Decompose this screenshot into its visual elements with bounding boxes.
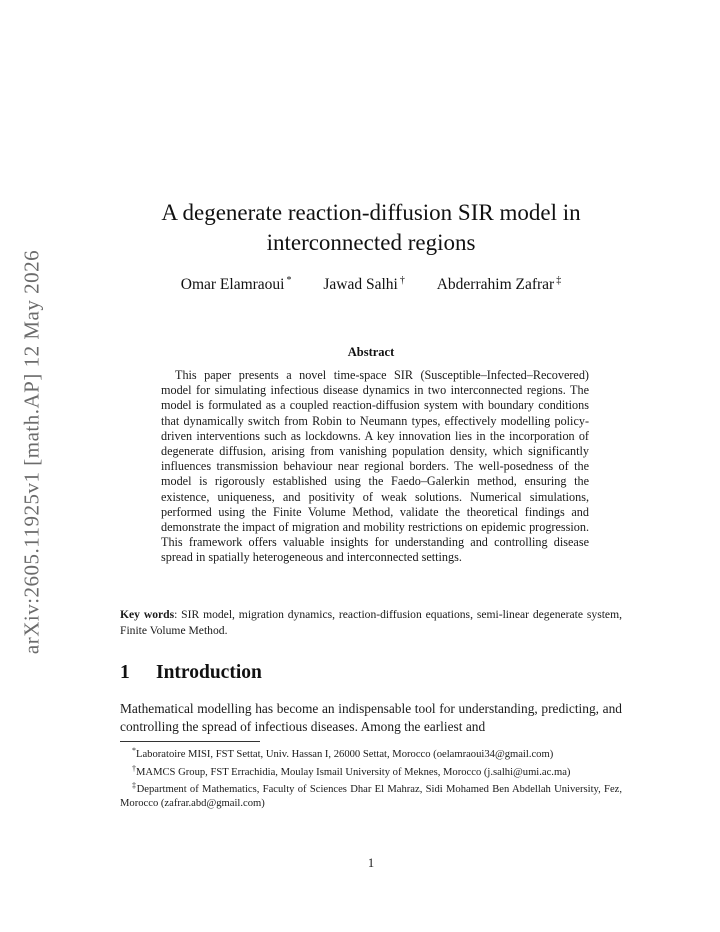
author-name: Omar Elamraoui — [180, 276, 285, 293]
keywords-text: : SIR model, migration dynamics, reaction-diffusion equations, semi-linear degenerate system, Finite Volume Method. — [120, 608, 622, 637]
section-heading — [120, 662, 262, 684]
author-mark: † — [399, 275, 405, 286]
footnote-rule — [120, 741, 260, 742]
footnote-text: MAMCS Group, FST Errachidia, Moulay Ismail University of Meknes, Morocco (j.salhi@umi.ac.ma) — [136, 766, 571, 778]
footnote-text: Laboratoire MISI, FST Settat, Univ. Hassan I, 26000 Settat, Morocco (oelamraoui34@gmail.com) — [136, 749, 554, 760]
paper-title — [120, 198, 622, 258]
footnotes — [120, 744, 622, 810]
author-list — [120, 275, 622, 294]
keywords — [120, 607, 622, 639]
arxiv-sidebar — [12, 0, 52, 932]
author-mark: ‡ — [556, 275, 562, 286]
footnote-2 — [120, 762, 622, 780]
abstract-heading: Abstract — [347, 345, 395, 359]
abstract-text: This paper presents a novel time-space SIR (Susceptible–Infected–Recovered) model for simulating infectious disease dynamics in two interconnected regions. The model is formulated as a coupled reaction-diffusion system with boundary conditions that dynamically switch from Robin to Neumann types, effectively modelling policy-driven interventions such as lockdowns. A key innovation lies in the incorporation of degenerate diffusion, arising from vanishing population density, which significantly influences transmission behaviour near regional borders. The well-posedness of the model is rigorously established using the Faedo–Galerkin method, ensuring the existence, uniqueness, and positivity of weak solutions. Numerical simulations, performed using the Finite Volume Method, validate the theoretical findings and demonstrate the impact of migration and mobility restrictions on epidemic progression. This framework offers valuable insights for understanding and controlling disease spread in spatially heterogeneous and interconnected settings. — [161, 368, 589, 565]
footnote-text: Department of Mathematics, Faculty of Sciences Dhar El Mahraz, Sidi Mohamed Ben Abdellah University, Fez, Morocco (zafrar.abd@gmail.com) — [120, 784, 623, 809]
author-name: Abderrahim Zafrar — [436, 276, 555, 293]
footnote-mark: * — [132, 746, 136, 755]
title-line-1: A degenerate reaction-diffusion SIR model in — [161, 200, 581, 225]
title-line-2: interconnected regions — [266, 230, 476, 255]
keywords-label: Key words — [120, 608, 175, 621]
author-1 — [181, 275, 292, 294]
footnote-mark: ‡ — [132, 781, 137, 790]
footnote-1 — [120, 744, 622, 762]
author-3 — [437, 275, 561, 294]
footnote-mark: † — [132, 763, 136, 773]
author-2 — [323, 275, 404, 294]
author-name: Jawad Salhi — [323, 276, 398, 293]
page-number: 1 — [367, 856, 375, 870]
introduction-text — [120, 700, 622, 735]
author-mark: * — [286, 275, 292, 286]
abstract-body — [161, 368, 589, 566]
footnote-3 — [120, 779, 622, 810]
intro-paragraph: Mathematical modelling has become an indispensable tool for understanding, predicting, and controlling the spread of infectious diseases. Among the earliest and — [120, 701, 622, 734]
arxiv-identifier: arXiv:2605.11925v1 [math.AP] 12 May 2026 — [19, 249, 44, 655]
section-number: 1 — [120, 662, 130, 683]
section-title: Introduction — [156, 662, 262, 683]
